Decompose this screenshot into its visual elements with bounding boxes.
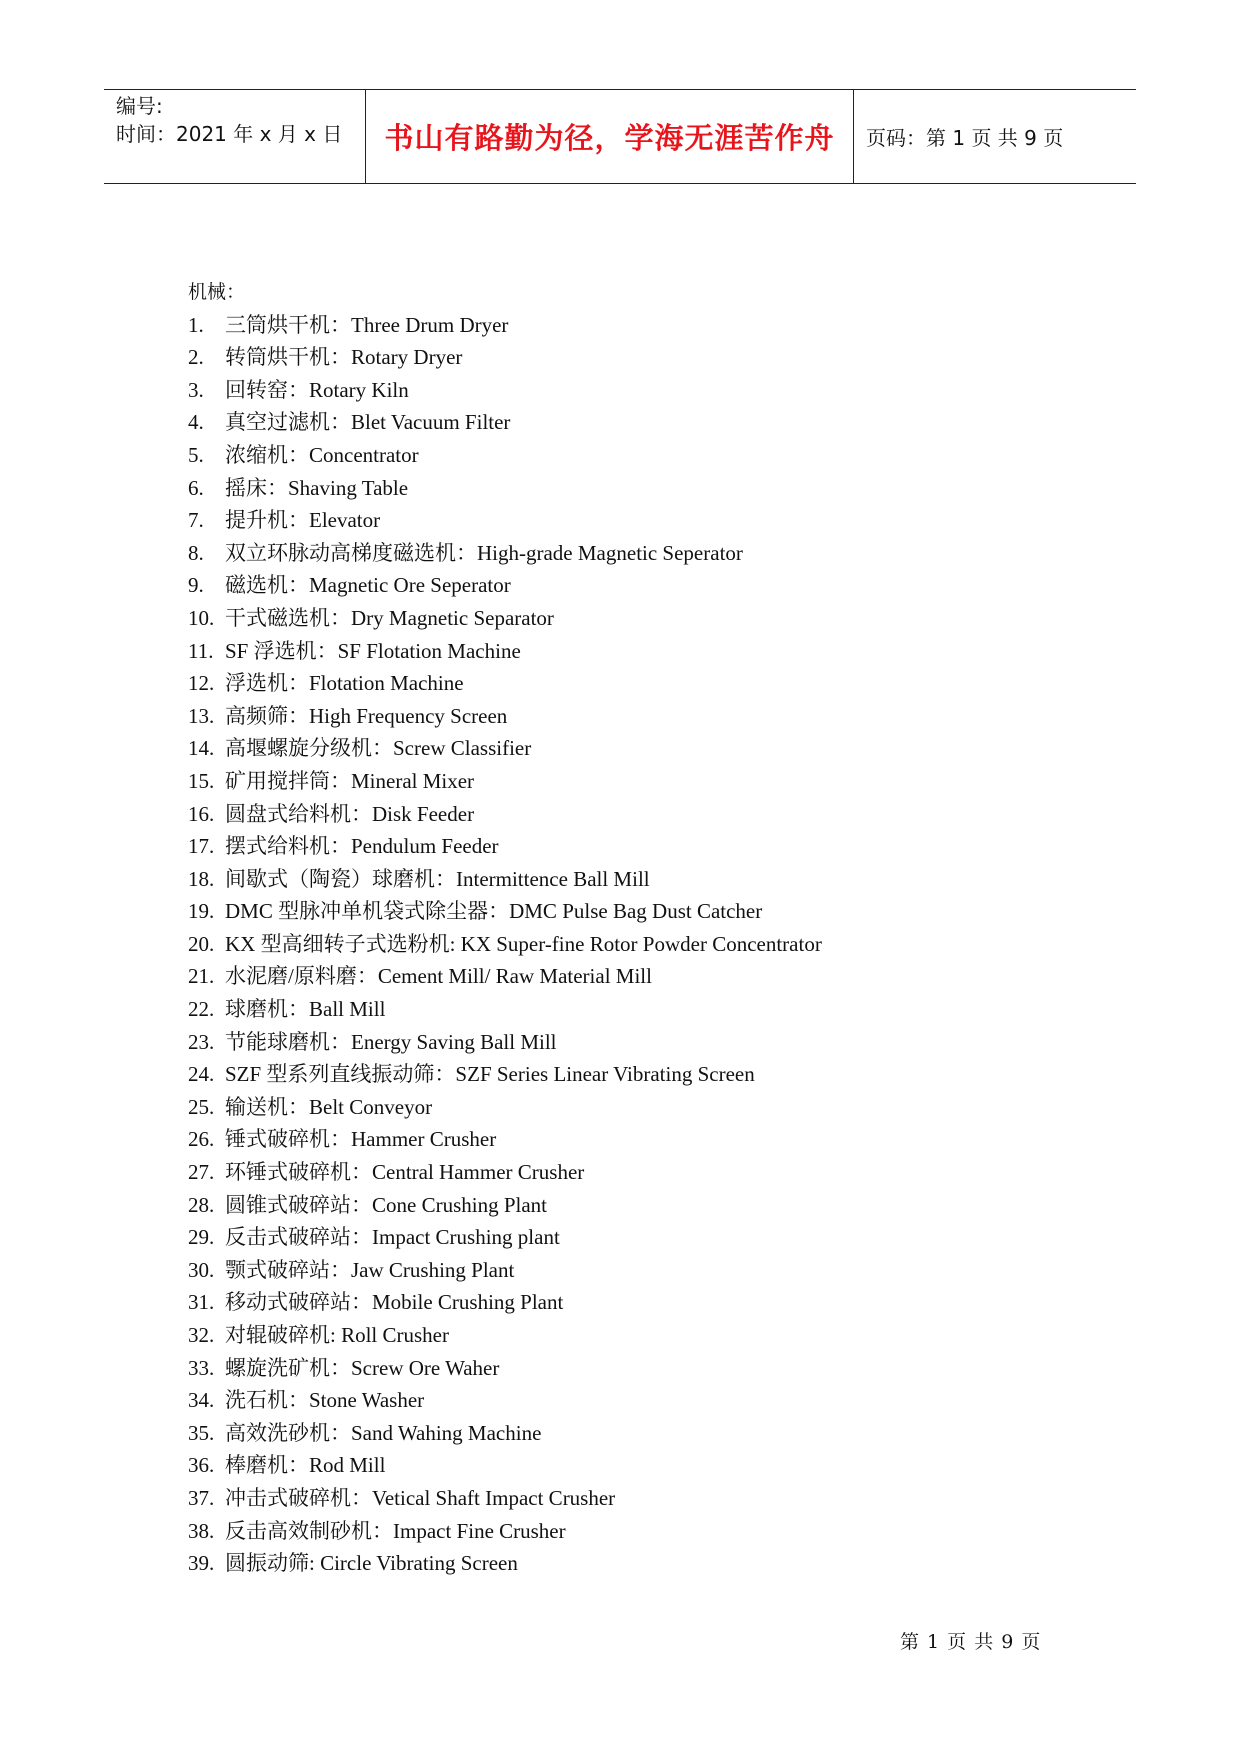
list-item-text: 回转窑：Rotary Kiln: [225, 377, 409, 402]
list-item-number: 7.: [188, 508, 204, 533]
list-item-text: 摇床：Shaving Table: [225, 475, 409, 500]
list-item-text: 高频筛：High Frequency Screen: [225, 703, 508, 728]
list-item: [188, 1286, 1088, 1319]
list-item-text: 锤式破碎机：Hammer Crusher: [225, 1127, 497, 1152]
list-item-number: 8.: [188, 540, 204, 565]
header-page-code: 页码：第 1 页 共 9 页: [866, 126, 1064, 150]
page-header: [104, 89, 1136, 184]
list-item: [188, 504, 1088, 537]
list-item: [188, 830, 1088, 863]
list-item: [188, 700, 1088, 733]
list-item: [188, 1058, 1088, 1091]
list-item-number: 15.: [188, 768, 215, 793]
machinery-list: [188, 309, 1088, 1580]
list-item: [188, 928, 1088, 961]
list-item-number: 3.: [188, 377, 204, 402]
list-item: [188, 960, 1088, 993]
date-label: 时间：2021 年 x 月 x 日: [116, 122, 343, 146]
list-item: [188, 602, 1088, 635]
list-item-text: 输送机：Belt Conveyor: [225, 1094, 433, 1119]
list-item: [188, 341, 1088, 374]
list-item: [188, 569, 1088, 602]
list-item-number: 13.: [188, 703, 215, 728]
list-item-number: 22.: [188, 997, 215, 1022]
list-item-number: 29.: [188, 1225, 215, 1250]
list-item-number: 16.: [188, 801, 215, 826]
list-item-text: 移动式破碎站：Mobile Crushing Plant: [225, 1290, 564, 1315]
list-item-number: 21.: [188, 964, 215, 989]
list-item: [188, 439, 1088, 472]
list-item-text: 棒磨机：Rod Mill: [225, 1453, 386, 1478]
list-item-text: 浮选机：Flotation Machine: [225, 671, 464, 696]
list-item: [188, 732, 1088, 765]
list-item-number: 11.: [188, 638, 214, 663]
list-item-number: 9.: [188, 573, 204, 598]
serial-number-label: 编号:: [116, 94, 163, 118]
list-item-text: 转筒烘干机：Rotary Dryer: [225, 345, 463, 370]
list-item-text: 磁选机：Magnetic Ore Seperator: [225, 573, 511, 598]
list-item: [188, 765, 1088, 798]
list-item: [188, 1482, 1088, 1515]
list-item-text: 摆式给料机：Pendulum Feeder: [225, 834, 499, 859]
list-item-text: 环锤式破碎机：Central Hammer Crusher: [225, 1160, 585, 1185]
list-item: [188, 667, 1088, 700]
list-item: [188, 472, 1088, 505]
list-item-text: 洗石机：Stone Washer: [225, 1388, 425, 1413]
list-item: [188, 1189, 1088, 1222]
list-item-text: 真空过滤机：Blet Vacuum Filter: [225, 410, 511, 435]
list-item-number: 5.: [188, 442, 204, 467]
list-item: [188, 1515, 1088, 1548]
list-item-text: 圆锥式破碎站：Cone Crushing Plant: [225, 1192, 548, 1217]
list-item-text: 节能球磨机：Energy Saving Ball Mill: [225, 1029, 557, 1054]
list-item-number: 24.: [188, 1062, 215, 1087]
list-item-text: 提升机：Elevator: [225, 508, 381, 533]
list-item-number: 25.: [188, 1094, 215, 1119]
document-body: [188, 276, 1088, 1580]
list-item-number: 4.: [188, 410, 204, 435]
list-item-text: 三筒烘干机：Three Drum Dryer: [225, 312, 509, 337]
list-item-number: 6.: [188, 475, 204, 500]
list-item-text: DMC 型脉冲单机袋式除尘器：DMC Pulse Bag Dust Catcher: [225, 899, 763, 924]
list-item: [188, 895, 1088, 928]
list-item-number: 20.: [188, 931, 215, 956]
list-item-number: 1.: [188, 312, 204, 337]
list-item: [188, 1254, 1088, 1287]
list-item-number: 2.: [188, 345, 204, 370]
list-item-number: 30.: [188, 1257, 215, 1282]
list-item-text: 对辊破碎机: Roll Crusher: [225, 1323, 449, 1347]
list-item-number: 10.: [188, 605, 215, 630]
list-item-number: 39.: [188, 1551, 215, 1576]
list-item-text: 圆盘式给料机：Disk Feeder: [225, 801, 475, 826]
list-item-text: 高效洗砂机：Sand Wahing Machine: [225, 1420, 542, 1445]
list-item-text: SF 浮选机：SF Flotation Machine: [225, 638, 521, 663]
list-item: [188, 993, 1088, 1026]
list-item-text: 浓缩机：Concentrator: [225, 442, 419, 467]
list-item: [188, 635, 1088, 668]
list-item: [188, 309, 1088, 342]
list-item-text: 圆振动筛: Circle Vibrating Screen: [225, 1551, 518, 1576]
header-motto: 书山有路勤为径，学海无涯苦作舟: [366, 90, 854, 183]
list-item-text: 反击式破碎站：Impact Crushing plant: [225, 1225, 560, 1250]
list-item: [188, 374, 1088, 407]
list-item: [188, 798, 1088, 831]
list-item: [188, 1123, 1088, 1156]
list-item: [188, 1384, 1088, 1417]
page-footer: 第 1 页 共 9 页: [900, 1631, 1042, 1653]
list-item: [188, 1156, 1088, 1189]
list-item: [188, 1547, 1088, 1580]
list-item-number: 27.: [188, 1160, 215, 1185]
list-item: [188, 863, 1088, 896]
list-item: [188, 1026, 1088, 1059]
list-item-text: 冲击式破碎机：Vetical Shaft Impact Crusher: [225, 1485, 616, 1510]
list-item-number: 32.: [188, 1323, 215, 1347]
section-title: 机械：: [188, 281, 246, 303]
list-item-number: 34.: [188, 1388, 215, 1413]
list-item-text: 反击高效制砂机：Impact Fine Crusher: [225, 1518, 566, 1543]
list-item-text: 螺旋洗矿机：Screw Ore Waher: [225, 1355, 500, 1380]
list-item-number: 35.: [188, 1420, 215, 1445]
list-item-number: 31.: [188, 1290, 215, 1315]
list-item-text: 间歇式（陶瓷）球磨机：Intermittence Ball Mill: [225, 866, 650, 891]
list-item-number: 23.: [188, 1029, 215, 1054]
list-item-text: 双立环脉动高梯度磁选机：High-grade Magnetic Seperator: [225, 540, 743, 565]
list-item-text: 球磨机：Ball Mill: [225, 997, 386, 1022]
list-item-text: 颚式破碎站：Jaw Crushing Plant: [225, 1257, 515, 1282]
list-item: [188, 1091, 1088, 1124]
list-item-text: SZF 型系列直线振动筛：SZF Series Linear Vibrating Screen: [225, 1062, 755, 1087]
list-item-number: 19.: [188, 899, 215, 924]
list-item-number: 12.: [188, 671, 215, 696]
list-item-number: 37.: [188, 1485, 215, 1510]
list-item-number: 28.: [188, 1192, 215, 1217]
list-item-text: 矿用搅拌筒：Mineral Mixer: [225, 768, 475, 793]
list-item-text: KX 型高细转子式选粉机: KX Super-fine Rotor Powder Concentrator: [225, 931, 822, 956]
list-item-number: 26.: [188, 1127, 215, 1152]
list-item: [188, 1449, 1088, 1482]
list-item: [188, 406, 1088, 439]
list-item: [188, 1352, 1088, 1385]
list-item-text: 干式磁选机：Dry Magnetic Separator: [225, 605, 554, 630]
header-meta: [104, 90, 366, 183]
list-item-number: 33.: [188, 1355, 215, 1380]
list-item-number: 17.: [188, 834, 215, 859]
list-item-number: 38.: [188, 1518, 215, 1543]
list-item: [188, 537, 1088, 570]
list-item-number: 14.: [188, 736, 215, 761]
list-item: [188, 1319, 1088, 1352]
list-item: [188, 1221, 1088, 1254]
list-item: [188, 1417, 1088, 1450]
list-item-text: 水泥磨/原料磨：Cement Mill/ Raw Material Mill: [225, 964, 652, 989]
list-item-number: 18.: [188, 866, 215, 891]
list-item-number: 36.: [188, 1453, 215, 1478]
list-item-text: 高堰螺旋分级机：Screw Classifier: [225, 736, 532, 761]
